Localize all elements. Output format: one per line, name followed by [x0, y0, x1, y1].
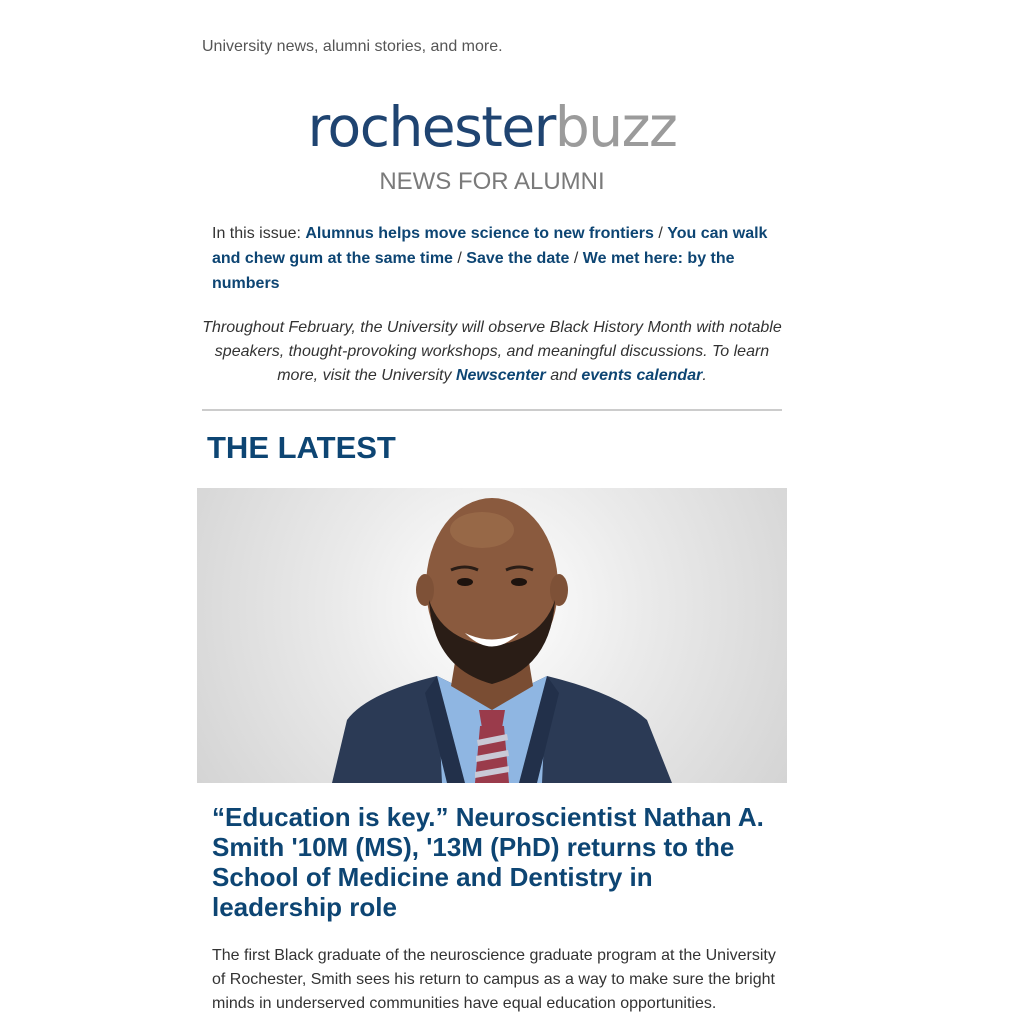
- issue-link-we-met-here[interactable]: We met here: by the numbers: [212, 250, 735, 292]
- article-summary: The first Black graduate of the neuroscience graduate program at the University of Rochester, Smith sees his return to campus as a way to make sure the bright minds in underserved communities have equal education opportunities.: [212, 947, 776, 1012]
- intro-end: .: [702, 367, 707, 384]
- issue-label: In this issue:: [212, 225, 306, 242]
- black-history-month-intro: [202, 316, 782, 388]
- issue-link-walk-chew-gum[interactable]: You can walk and chew gum at the same time: [212, 225, 768, 267]
- events-calendar-link[interactable]: events calendar: [581, 367, 703, 384]
- in-this-issue: [212, 221, 772, 296]
- tagline: NEWS FOR ALUMNI: [379, 168, 605, 195]
- issue-link-save-the-date[interactable]: Save the date: [466, 250, 570, 267]
- intro-middle: and: [545, 367, 582, 384]
- portrait-icon: [197, 488, 787, 783]
- issue-link-science[interactable]: Alumnus helps move science to new frontiers: [305, 225, 654, 242]
- section-divider: [202, 409, 782, 411]
- intro-text: Throughout February, the University will observe Black History Month with notable speakers, thought-provoking workshops, and meaningful discussions. To learn more, visit the University: [202, 319, 782, 384]
- section-heading-latest: THE LATEST: [207, 430, 396, 465]
- issue-separator: /: [569, 250, 583, 267]
- issue-separator: /: [452, 250, 467, 267]
- newscenter-link[interactable]: Newscenter: [455, 367, 546, 384]
- preheader-text: University news, alumni stories, and more.: [202, 38, 503, 55]
- issue-separator: /: [653, 225, 668, 242]
- rochester-buzz-logo[interactable]: [0, 92, 984, 162]
- logo-buzz: buzz: [554, 95, 677, 159]
- hero-portrait-photo[interactable]: [197, 488, 787, 783]
- logo-rochester: rochester: [307, 95, 555, 159]
- article-headline[interactable]: “Education is key.” Neuroscientist Nathan A. Smith '10M (MS), '13M (PhD) returns to the School of Medicine and Dentistry in leadership role: [212, 802, 764, 922]
